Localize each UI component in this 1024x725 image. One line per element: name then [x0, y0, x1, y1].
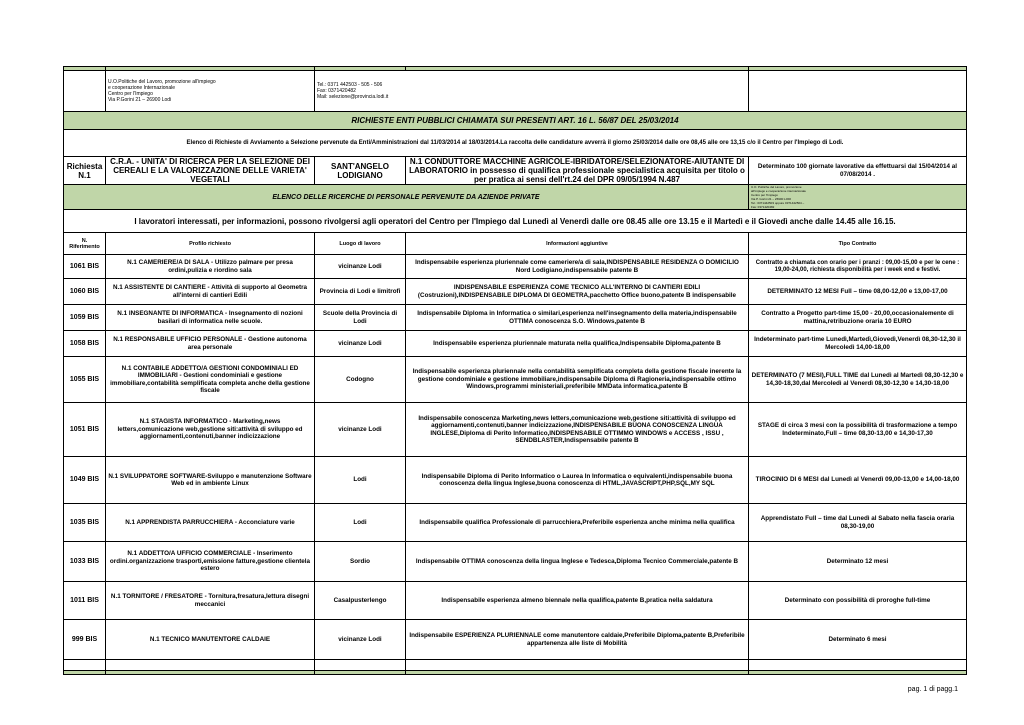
- ref-cell: 1011 BIS: [64, 582, 106, 620]
- document-title: RICHIESTE ENTI PUBBLICI CHIAMATA SUI PRESENTI ART. 16 L. 56/87 DEL 25/03/2014: [64, 112, 967, 130]
- footer-bar: [64, 671, 967, 675]
- column-header-ref: N. Riferimento: [64, 233, 106, 255]
- contract-cell: TIROCINIO DI 6 MESI dal Lunedì al Venerdì 09,00-13,00 e 14,00-18,00: [749, 457, 967, 504]
- table-row: [64, 582, 967, 620]
- info-cell: Indispensabile Diploma in Informatica o similari,esperienza nell'insegnamento della materia,indispensabile OTTIMA conoscenza S.O. Windows,patente B: [406, 305, 749, 331]
- title-row: [64, 112, 967, 130]
- table-row: [64, 357, 967, 403]
- place-cell: vicinanze Lodi: [315, 331, 406, 357]
- info-cell: Indispensabile conoscenza Marketing,news letters,comunicazione web,gestione siti:attività di sviluppo ed aggiornamenti,contenuti,banner indicizzazione,INDISPENSABILE BUONA CONOSCENZA LINGUA INGLESE,Diploma di Perito Informatico,INDISPENSABILE OTTIMMO WINDOWS e ACCESS , ISSU , SENDBLASTER,Indispensabile patente B: [406, 403, 749, 457]
- office-fax: Fax: 0371420482: [317, 88, 356, 94]
- profile-cell: N.1 CONTABILE ADDETTO/A GESTIONI CONDOMINIALI ED IMMOBILIARI - Gestioni condominiali e gestione immobiliare,contabilità semplificata completa anche della gestione fiscale: [106, 357, 315, 403]
- mini-office-line: all'impiego e cooperazione internazionale: [751, 189, 806, 193]
- profile-cell: N.1 TORNITORE / FRESATORE - Tornitura,fresatura,lettura disegni meccanici: [106, 582, 315, 620]
- table-row: [64, 542, 967, 582]
- place-cell: Scuole della Provincia di Lodi: [315, 305, 406, 331]
- table-row: [64, 331, 967, 357]
- place-cell: vicinanze Lodi: [315, 403, 406, 457]
- ref-cell: 1061 BIS: [64, 255, 106, 279]
- page-number: pag. 1 di pagg.1: [907, 686, 958, 693]
- contract-cell: Determinato 6 mesi: [749, 620, 967, 660]
- column-header-contract: Tipo Contratto: [749, 233, 967, 255]
- column-header-profile: Profilo richiesto: [106, 233, 315, 255]
- info-cell: Indispensabile esperienza pluriennale nella contabilità semplificata completa della gestione fiscale inerente la gestione condominiale e gestione immobiliare,indispensabile Diploma di Ragioneria,indispensabile ottimo Windows,programmi ministeriali,preferibile MMData informatica,patente B: [406, 357, 749, 403]
- info-cell: Indispensabile esperienza pluriennale come cameriere/a di sala,INDISPENSABILE RESIDENZA O DOMICILIO Nord Lodigiano,indispensabile patente B: [406, 255, 749, 279]
- ref-cell: 1051 BIS: [64, 403, 106, 457]
- place-cell: vicinanze Lodi: [315, 255, 406, 279]
- table-row: [64, 279, 967, 305]
- profile-cell: N.1 ASSISTENTE DI CANTIERE - Attività di supporto al Geometra all'interni di cantieri Edili: [106, 279, 315, 305]
- contract-cell: Determinato con possibilità di proroghe full-time: [749, 582, 967, 620]
- ref-cell: 1049 BIS: [64, 457, 106, 504]
- office-email: Mail: selezione@provincia.lodi.it: [317, 94, 389, 100]
- job-listing-table: [63, 66, 967, 675]
- office-contacts: [315, 71, 749, 112]
- ref-cell: 1060 BIS: [64, 279, 106, 305]
- office-line: Via P.Gorini 21 – 26900 Lodi: [108, 97, 172, 103]
- mini-office-block: [749, 185, 967, 210]
- mini-office-line: U.O. Politiche del Lavoro, promozione: [751, 185, 802, 189]
- info-cell: Indispensabile esperienza almeno biennale nella qualifica,patente B,pratica nella saldatura: [406, 582, 749, 620]
- column-header-info: Informazioni aggiuntive: [406, 233, 749, 255]
- office-line: Centro per l'Impiego: [108, 91, 153, 97]
- column-header-row: [64, 233, 967, 255]
- office-header-row: [64, 71, 967, 112]
- office-address: [106, 71, 315, 112]
- table-row: [64, 457, 967, 504]
- office-line: e cooperazione Internazionale: [108, 85, 175, 91]
- public-request-row: [64, 157, 967, 185]
- profile-cell: N.1 TECNICO MANUTENTORE CALDAIE: [106, 620, 315, 660]
- contract-cell: Contratto a Progetto part-time 15,00 - 20,00,occasionalemente di mattina,retribuzione oraria 10 EURO: [749, 305, 967, 331]
- table-row: [64, 403, 967, 457]
- profile-cell: N.1 ADDETTO/A UFFICIO COMMERCIALE - Inserimento ordini.organizzazione trasporti,emissione fatture,gestione clientela estero: [106, 542, 315, 582]
- contract-cell: Contratto a chiamata con orario per i pranzi : 09,00-15,00 e per le cene : 19,00-24,00, richiesta disponibilità per i week end e festivi.: [749, 255, 967, 279]
- blank-row: [64, 660, 967, 671]
- place-cell: Lodi: [315, 457, 406, 504]
- public-request-profile: C.R.A. - UNITA' DI RICERCA PER LA SELEZIONE DEI CEREALI E LA VALORIZZAZIONE DELLE VARIETA' VEGETALI: [106, 157, 315, 185]
- contract-cell: STAGE di circa 3 mesi con la possibilità di trasformazione a tempo Indeterminato,Full – time 08,30-13,00 e 14,30-17,30: [749, 403, 967, 457]
- mini-office-line: Fax: 0371420482: [751, 205, 775, 209]
- table-row: [64, 504, 967, 542]
- public-request-info: N.1 CONDUTTORE MACCHINE AGRICOLE-IBRIDATORE/SELEZIONATORE-AIUTANTE DI LABORATORIO in possesso di qualifica professionale specialistica acquisita per titolo o per pratica ai sensi dell'rt.24 del DPR 09/05/1994 N.487: [406, 157, 749, 185]
- info-cell: Indispensabile Diploma di Perito Informatico o Laurea In Informatica o equivalenti,indispensabile buona conoscenza della lingua Inglese,buona conoscenza di HTML,JAVASCRIPT,PHP,SQL,MY SQL: [406, 457, 749, 504]
- public-request-place: SANT'ANGELO LODIGIANO: [315, 157, 406, 185]
- info-cell: INDISPENSABILE ESPERIENZA COME TECNICO ALL'INTERNO DI CANTIERI EDILI (Costruzioni),INDISPENSABILE DIPLOMA DI GEOMETRA,pacchetto Office buono,patente B indispensabile: [406, 279, 749, 305]
- info-cell: Indispensabile ESPERIENZA PLURIENNALE come manutentore caldaie,Preferibile Diploma,patente B,Preferibile appartenenza alle liste di Mobilità: [406, 620, 749, 660]
- info-cell: Indispensabile OTTIMA conoscenza della lingua Inglese e Tedesca,Diploma Tecnico Commerciale,patente B: [406, 542, 749, 582]
- contract-cell: Apprendistato Full – time dal Lunedì al Sabato nella fascia oraria 08,30-19,00: [749, 504, 967, 542]
- mini-office-line: Via P. Gorini 21 – 26900 LODI: [751, 197, 792, 201]
- public-request-label: Richiesta N.1: [64, 157, 106, 185]
- contract-cell: DETERMINATO 12 MESI Full – time 08,00-12,00 e 13,00-17,00: [749, 279, 967, 305]
- intro-text: Elenco di Richieste di Avviamento a Selezione pervenute da Enti/Amministrazioni dal 11/03/2014 al 18/03/2014.La raccolta delle candidature avverrà il giorno 25/03/2014 dalle ore 08,45 alle ore 13,15 c/o il Centro per l'Impiego di Lodi.: [64, 130, 967, 157]
- table-row: [64, 620, 967, 660]
- private-section-band: [64, 185, 967, 210]
- ref-cell: 1059 BIS: [64, 305, 106, 331]
- table-row: [64, 255, 967, 279]
- table-row: [64, 305, 967, 331]
- office-line: U.O.Politiche del Lavoro, promozione all'impiego: [108, 79, 216, 85]
- ref-cell: 999 BIS: [64, 620, 106, 660]
- mini-office-line: Tel.: 0371442503 oppure 0371442504 –: [751, 201, 805, 205]
- ref-cell: 1033 BIS: [64, 542, 106, 582]
- profile-cell: N.1 INSEGNANTE DI INFORMATICA - Insegnamento di nozioni basilari di informatica nelle scuole.: [106, 305, 315, 331]
- contract-cell: Indeterminato part-time Lunedì,Martedì,Giovedì,Venerdì 08,30-12,30 il Mercoledì 14,00-18,00: [749, 331, 967, 357]
- profile-cell: N.1 RESPONSABILE UFFICIO PERSONALE - Gestione autonoma area personale: [106, 331, 315, 357]
- ref-cell: 1058 BIS: [64, 331, 106, 357]
- public-request-contract: Determinato 100 giornate lavorative da effettuarsi dal 15/04/2014 al 07/08/2014 .: [749, 157, 967, 185]
- ref-cell: 1035 BIS: [64, 504, 106, 542]
- place-cell: vicinanze Lodi: [315, 620, 406, 660]
- contract-cell: Determinato 12 mesi: [749, 542, 967, 582]
- place-cell: Casalpusterlengo: [315, 582, 406, 620]
- contract-cell: DETERMINATO (7 MESI),FULL TIME dal Lunedì al Martedì 08,30-12,30 e 14,30-18,30,dal Mercoledì al Venerdì 08,30-12,30 e 14,30-18,00: [749, 357, 967, 403]
- profile-cell: N.1 APPRENDISTA PARRUCCHIERA - Acconciature varie: [106, 504, 315, 542]
- info-cell: Indispensabile qualifica Professionale di parrucchiera,Preferibile esperienza anche minima nella qualifica: [406, 504, 749, 542]
- notice-text: I lavoratori interessati, per informazioni, possono rivolgersi agli operatori del Centro per l'Impiego dal Lunedì al Venerdì dalle ore 08.45 alle ore 13.15 e il Martedì e il Giovedì anche dalle 14.45 alle 16.15.: [64, 210, 967, 233]
- place-cell: Lodi: [315, 504, 406, 542]
- profile-cell: N.1 CAMERIERE/A DI SALA - Utilizzo palmare per presa ordini,pulizia e riordino sala: [106, 255, 315, 279]
- column-header-place: Luogo di lavoro: [315, 233, 406, 255]
- info-cell: Indispensabile esperienza pluriennale maturata nella qualifica,Indispensabile Diploma,patente B: [406, 331, 749, 357]
- profile-cell: N.1 STAGISTA INFORMATICO - Marketing,news letters,comunicazione web,gestione siti:attività di sviluppo ed aggiornamenti,contenuti,banner indicizzazione: [106, 403, 315, 457]
- notice-row: [64, 210, 967, 233]
- place-cell: Sordio: [315, 542, 406, 582]
- intro-row: [64, 130, 967, 157]
- private-section-title: ELENCO DELLE RICERCHE DI PERSONALE PERVENUTE DA AZIENDE PRIVATE: [64, 185, 749, 210]
- office-phone: Tel.: 0371 442503 - 505 - 506: [317, 82, 383, 88]
- place-cell: Provincia di Lodi e limitrofi: [315, 279, 406, 305]
- place-cell: Codogno: [315, 357, 406, 403]
- profile-cell: N.1 SVILUPPATORE SOFTWARE-Sviluppo e manutenzione Software Web ed in ambiente Linux: [106, 457, 315, 504]
- mini-office-line: Centro per l'Impiego: [751, 193, 778, 197]
- ref-cell: 1055 BIS: [64, 357, 106, 403]
